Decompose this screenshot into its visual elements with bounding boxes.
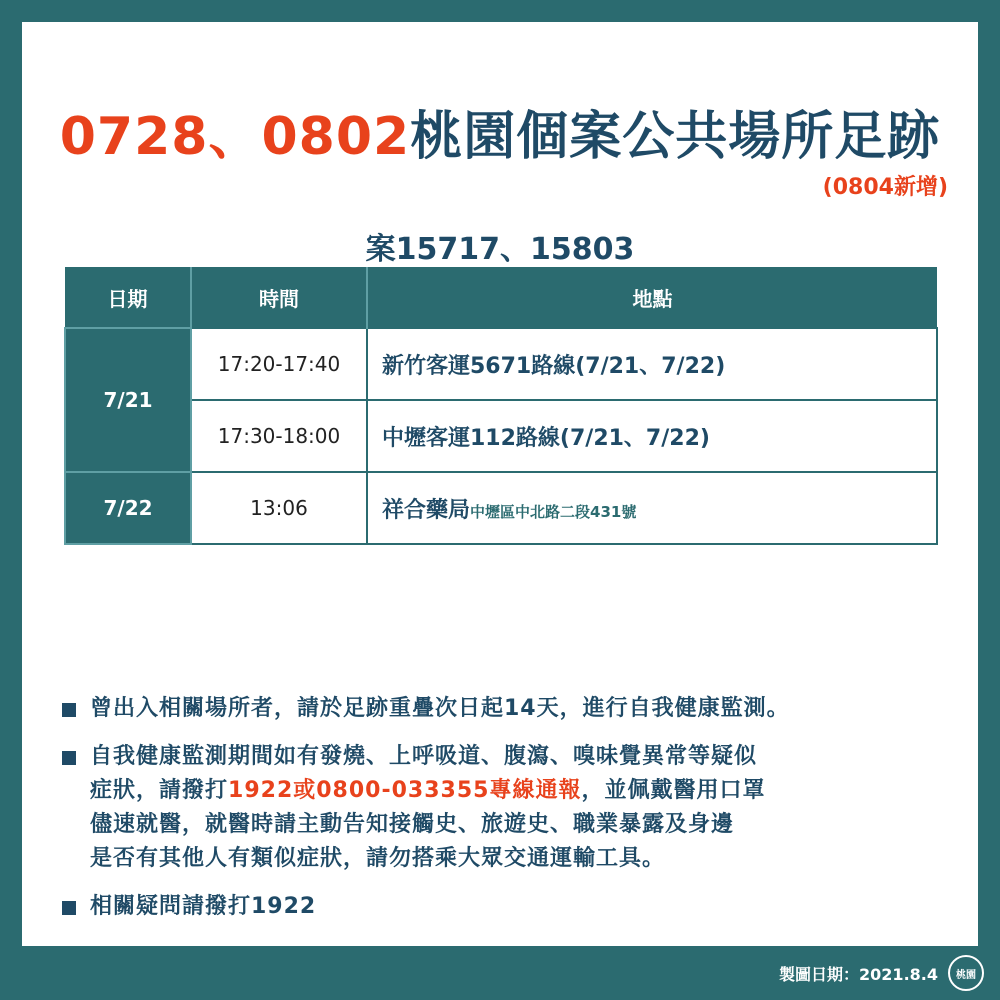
header-place: 地點 bbox=[367, 267, 937, 328]
table-row bbox=[65, 328, 937, 400]
notes-section bbox=[62, 692, 952, 938]
table-row bbox=[65, 400, 937, 472]
note-line: 自我健康監測期間如有發燒、上呼吸道、腹瀉、嗅味覺異常等疑似 bbox=[90, 744, 758, 769]
city-seal-icon: 桃園 bbox=[948, 955, 984, 991]
poster-card bbox=[22, 22, 978, 946]
table-row bbox=[65, 472, 937, 544]
page-title bbox=[22, 94, 978, 169]
title-text: 桃園個案公共場所足跡 bbox=[410, 107, 941, 167]
row-time: 17:20-17:40 bbox=[191, 328, 367, 400]
row-time: 13:06 bbox=[191, 472, 367, 544]
made-date: 製圖日期：2021.8.4 bbox=[779, 965, 938, 984]
note-fragment: ，並佩戴醫用口罩 bbox=[581, 778, 766, 803]
place-name: 祥合藥局 bbox=[382, 497, 471, 523]
square-bullet-icon bbox=[62, 751, 76, 765]
row-place bbox=[367, 472, 937, 544]
row-place: 新竹客運5671路線(7/21、7/22) bbox=[367, 328, 937, 400]
note-line: 是否有其他人有類似症狀，請勿搭乘大眾交通運輸工具。 bbox=[90, 846, 666, 871]
square-bullet-icon bbox=[62, 901, 76, 915]
row-place: 中壢客運112路線(7/21、7/22) bbox=[367, 400, 937, 472]
row-date: 7/21 bbox=[65, 328, 191, 472]
hotline-text: 1922或0800-033355專線通報 bbox=[228, 778, 582, 803]
note-text: 曾出入相關場所者，請於足跡重疊次日起14天，進行自我健康監測。 bbox=[90, 696, 790, 721]
footprint-table bbox=[64, 267, 938, 545]
place-address: 中壢區中北路二段431號 bbox=[470, 502, 637, 521]
added-date-label: (0804新增) bbox=[822, 175, 948, 200]
note-line bbox=[90, 774, 765, 808]
header-date: 日期 bbox=[65, 267, 191, 328]
row-date: 7/22 bbox=[65, 472, 191, 544]
note-fragment: 症狀，請撥打 bbox=[90, 778, 229, 803]
table-header-row bbox=[65, 267, 937, 328]
note-item bbox=[62, 890, 952, 924]
note-text-block bbox=[90, 740, 765, 876]
row-time: 17:30-18:00 bbox=[191, 400, 367, 472]
square-bullet-icon bbox=[62, 703, 76, 717]
note-text: 相關疑問請撥打1922 bbox=[90, 894, 317, 919]
note-item bbox=[62, 740, 952, 876]
title-dates: 0728、0802 bbox=[59, 107, 411, 167]
note-item bbox=[62, 692, 952, 726]
case-subtitle: 案15717、15803 bbox=[365, 232, 635, 267]
header-time: 時間 bbox=[191, 267, 367, 328]
note-line: 儘速就醫，就醫時請主動告知接觸史、旅遊史、職業暴露及身邊 bbox=[90, 812, 735, 837]
